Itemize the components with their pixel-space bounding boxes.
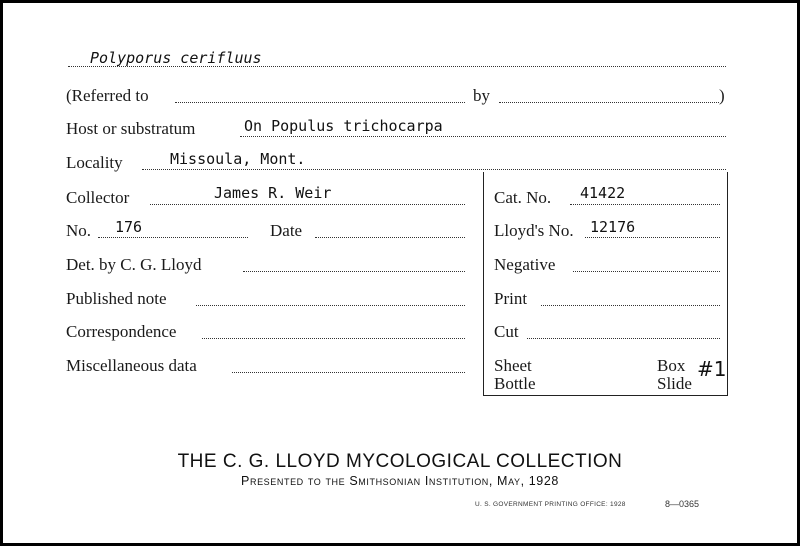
scan-border-top xyxy=(0,0,800,3)
no-value: 176 xyxy=(115,218,143,236)
cat-no-value: 41422 xyxy=(580,184,626,202)
host-line xyxy=(240,136,726,137)
date-line xyxy=(315,237,465,238)
misc-label: Miscellaneous data xyxy=(66,356,197,375)
locality-label: Locality xyxy=(66,153,123,172)
box-right-rule xyxy=(727,172,728,396)
host-label: Host or substratum xyxy=(66,119,196,138)
box-label: Box xyxy=(657,356,686,375)
by-label: by xyxy=(473,86,490,105)
box-bottom-rule xyxy=(483,395,728,396)
bottle-label: Bottle xyxy=(494,374,536,393)
species-name: Polyporus cerifluus xyxy=(90,49,262,67)
published-label: Published note xyxy=(66,289,167,308)
form-number: 8—0365 xyxy=(665,499,700,509)
no-line xyxy=(98,237,248,238)
no-label: No. xyxy=(66,221,92,240)
close-paren: ) xyxy=(719,86,725,105)
lloyds-no-line xyxy=(585,237,720,238)
correspondence-label: Correspondence xyxy=(66,322,177,341)
det-line xyxy=(243,271,465,272)
print-label: Print xyxy=(494,289,528,308)
collector-value: James R. Weir xyxy=(214,184,332,202)
cat-no-label: Cat. No. xyxy=(494,188,552,207)
cat-no-line xyxy=(570,204,720,205)
box-left-rule xyxy=(483,172,484,396)
cut-line xyxy=(527,338,720,339)
collector-label: Collector xyxy=(66,188,130,207)
printer-credit: U. S. GOVERNMENT PRINTING OFFICE: 1928 xyxy=(475,501,626,508)
lloyds-no-value: 12176 xyxy=(590,218,636,236)
correspondence-line xyxy=(202,338,465,339)
box-number: #1 xyxy=(697,357,727,381)
sheet-label: Sheet xyxy=(494,356,532,375)
negative-line xyxy=(573,271,720,272)
cut-label: Cut xyxy=(494,322,519,341)
referred-to-line xyxy=(175,102,465,103)
locality-line xyxy=(142,169,726,170)
collection-subtitle: Presented to the Smithsonian Institution, May, 1928 xyxy=(241,474,559,488)
print-line xyxy=(541,305,720,306)
misc-line xyxy=(232,372,465,373)
referred-to-label: (Referred to xyxy=(66,86,149,105)
det-label: Det. by C. G. Lloyd xyxy=(66,255,202,274)
slide-label: Slide xyxy=(657,374,692,393)
lloyds-no-label: Lloyd's No. xyxy=(494,221,574,240)
locality-value: Missoula, Mont. xyxy=(170,150,306,168)
host-value: On Populus trichocarpa xyxy=(244,117,443,135)
negative-label: Negative xyxy=(494,255,556,274)
date-label: Date xyxy=(270,221,303,240)
by-line xyxy=(499,102,719,103)
published-line xyxy=(196,305,465,306)
collection-title: THE C. G. LLOYD MYCOLOGICAL COLLECTION xyxy=(177,451,623,472)
collector-line xyxy=(150,204,465,205)
